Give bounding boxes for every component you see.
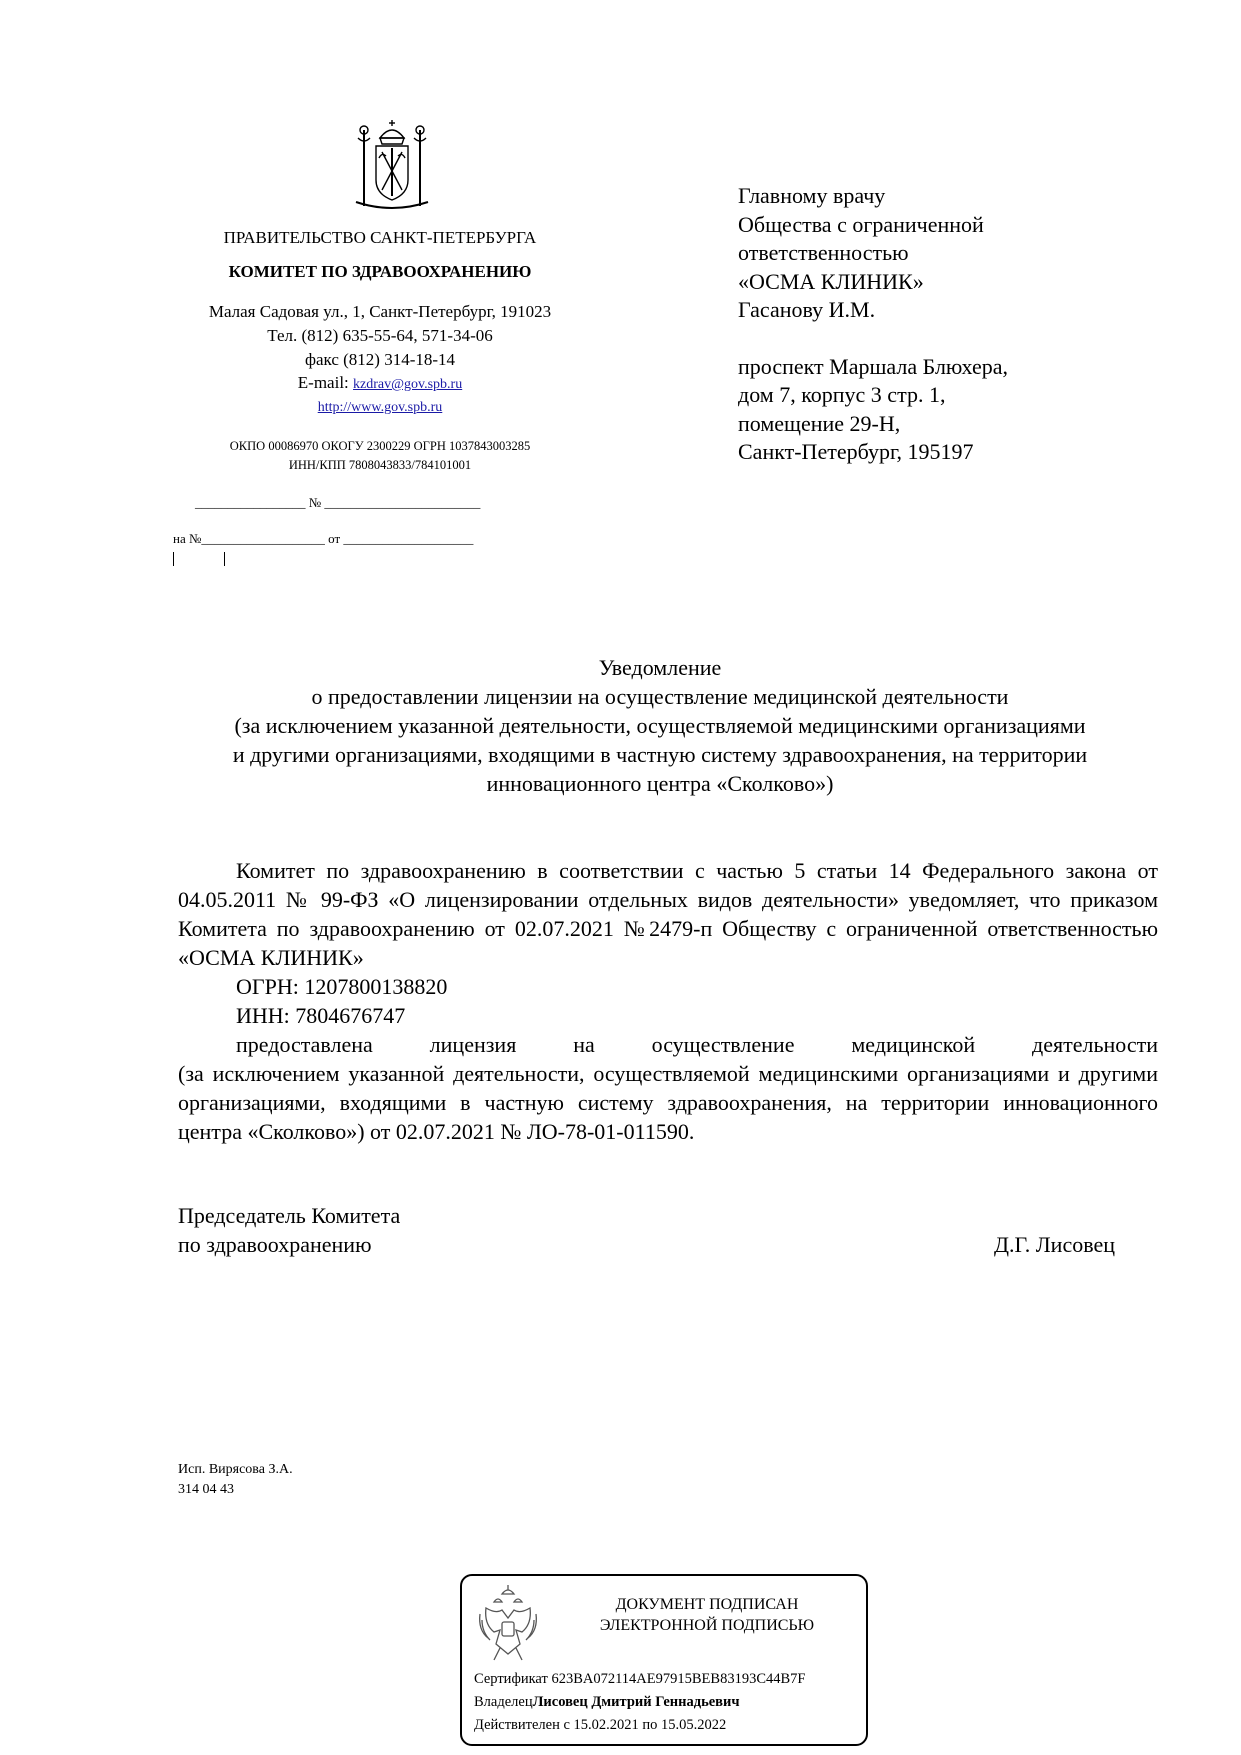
- executor-phone: 314 04 43: [178, 1482, 234, 1497]
- electronic-signature-stamp: [460, 1574, 868, 1746]
- position-line-2: по здравоохранению: [178, 1232, 372, 1257]
- title-line: и другими организациями, входящими в частную систему здравоохранения, на территории: [232, 742, 1088, 767]
- email-label: E-mail:: [297, 373, 349, 392]
- certificate-number: Сертификат 623BA072114AE97915BEB83193C44B7F: [474, 1671, 806, 1687]
- body-paragraph-2: (за исключением указанной деятельности, осуществляемой медицинскими организациями и другими организациями, входящими в частную систему здравоохранения, на территории инновационного центра «Сколково») от 02.07.2021 № ЛО-78-01-011590.: [178, 1061, 1158, 1144]
- sender-online: [160, 372, 600, 418]
- title-line: инновационного центра «Сколково»): [486, 771, 834, 796]
- stamp-details: [474, 1668, 866, 1737]
- document-title: [160, 653, 1160, 798]
- owner-name: Лисовец Дмитрий Геннадьевич: [532, 1694, 740, 1710]
- stamp-title-line-1: ДОКУМЕНТ ПОДПИСАН: [615, 1596, 799, 1613]
- recipient-line: Гасанову И.М.: [738, 297, 876, 322]
- body-paragraph-1: Комитет по здравоохранению в соответствии с частью 5 статьи 14 Федерального закона от 04.05.2011 № 99-ФЗ «О лицензировании отдельных видов деятельности» уведомляет, что приказом Комитета по здравоохранению от 02.07.2021 №2479-п Обществу с ограниченной ответственностью «ОСМА КЛИНИК»: [178, 858, 1158, 970]
- spb-coat-of-arms-icon: [350, 118, 434, 212]
- recipient-block: [738, 182, 1158, 467]
- certificate-validity: Действителен с 15.02.2021 по 15.05.2022: [474, 1717, 727, 1733]
- sender-address: Малая Садовая ул., 1, Санкт-Петербург, 191023: [208, 302, 552, 321]
- inn-line: ИНН: 7804676747: [236, 1003, 406, 1028]
- recipient-line: «ОСМА КЛИНИК»: [738, 268, 924, 294]
- signatory-position: [178, 1201, 400, 1259]
- ogrn-line: ОГРН: 1207800138820: [236, 974, 448, 999]
- codes-line-1: ОКПО 00086970 ОКОГУ 2300229 ОГРН 1037843003285: [229, 439, 531, 453]
- sender-phone: Тел. (812) 635-55-64, 571-34-06: [267, 326, 493, 345]
- title-line: (за исключением указанной деятельности, осуществляемой медицинскими организациями: [234, 713, 1086, 738]
- website-row: [160, 395, 600, 418]
- recipient-address-line: проспект Маршала Блюхера,: [738, 353, 1008, 379]
- registration-codes: [160, 437, 600, 475]
- corner-marks: [173, 552, 227, 566]
- title-line: о предоставлении лицензии на осуществление медицинской деятельности: [311, 684, 1009, 709]
- notice-body: [178, 856, 1158, 1146]
- committee-name: КОМИТЕТ ПО ЗДРАВООХРАНЕНИЮ: [228, 262, 532, 281]
- sender-contacts: [160, 300, 600, 372]
- government-name: ПРАВИТЕЛЬСТВО САНКТ-ПЕТЕРБУРГА: [223, 228, 537, 247]
- recipient-address-line: помещение 29-Н,: [738, 410, 901, 436]
- recipient-line: Общества с ограниченной: [738, 211, 984, 237]
- reply-reference-line: на №___________________ от ____________________: [173, 531, 474, 546]
- recipient-address-line: дом 7, корпус 3 стр. 1,: [738, 382, 946, 407]
- outgoing-number-line: _________________ № ________________________: [195, 495, 481, 510]
- certificate-owner-row: [474, 1691, 866, 1714]
- stamp-title-line-2: ЭЛЕКТРОННОЙ ПОДПИСЬЮ: [599, 1617, 815, 1634]
- owner-label: Владелец: [474, 1694, 533, 1710]
- codes-line-2: ИНН/КПП 7808043833/784101001: [288, 458, 472, 472]
- sender-fax: факс (812) 314-18-14: [304, 350, 456, 369]
- executor-info: [178, 1460, 293, 1500]
- executor-name: Исп. Вирясова З.А.: [178, 1462, 293, 1477]
- signatory-name: Д.Г. Лисовец: [994, 1232, 1115, 1257]
- license-granted-line: предоставлена лицензия на осуществление медицинской деятельности: [236, 1032, 1158, 1057]
- recipient-address-line: Санкт-Петербург, 195197: [738, 439, 974, 464]
- website-link[interactable]: http://www.gov.spb.ru: [317, 400, 443, 415]
- recipient-line: ответственностью: [738, 240, 909, 265]
- email-link[interactable]: kzdrav@gov.spb.ru: [353, 377, 463, 392]
- title-line: Уведомление: [598, 655, 722, 680]
- stamp-title: [557, 1594, 857, 1636]
- position-line-1: Председатель Комитета: [178, 1203, 401, 1228]
- email-row: [160, 372, 600, 395]
- russian-eagle-emblem-icon: [476, 1584, 540, 1666]
- recipient-line: Главному врачу: [738, 183, 886, 208]
